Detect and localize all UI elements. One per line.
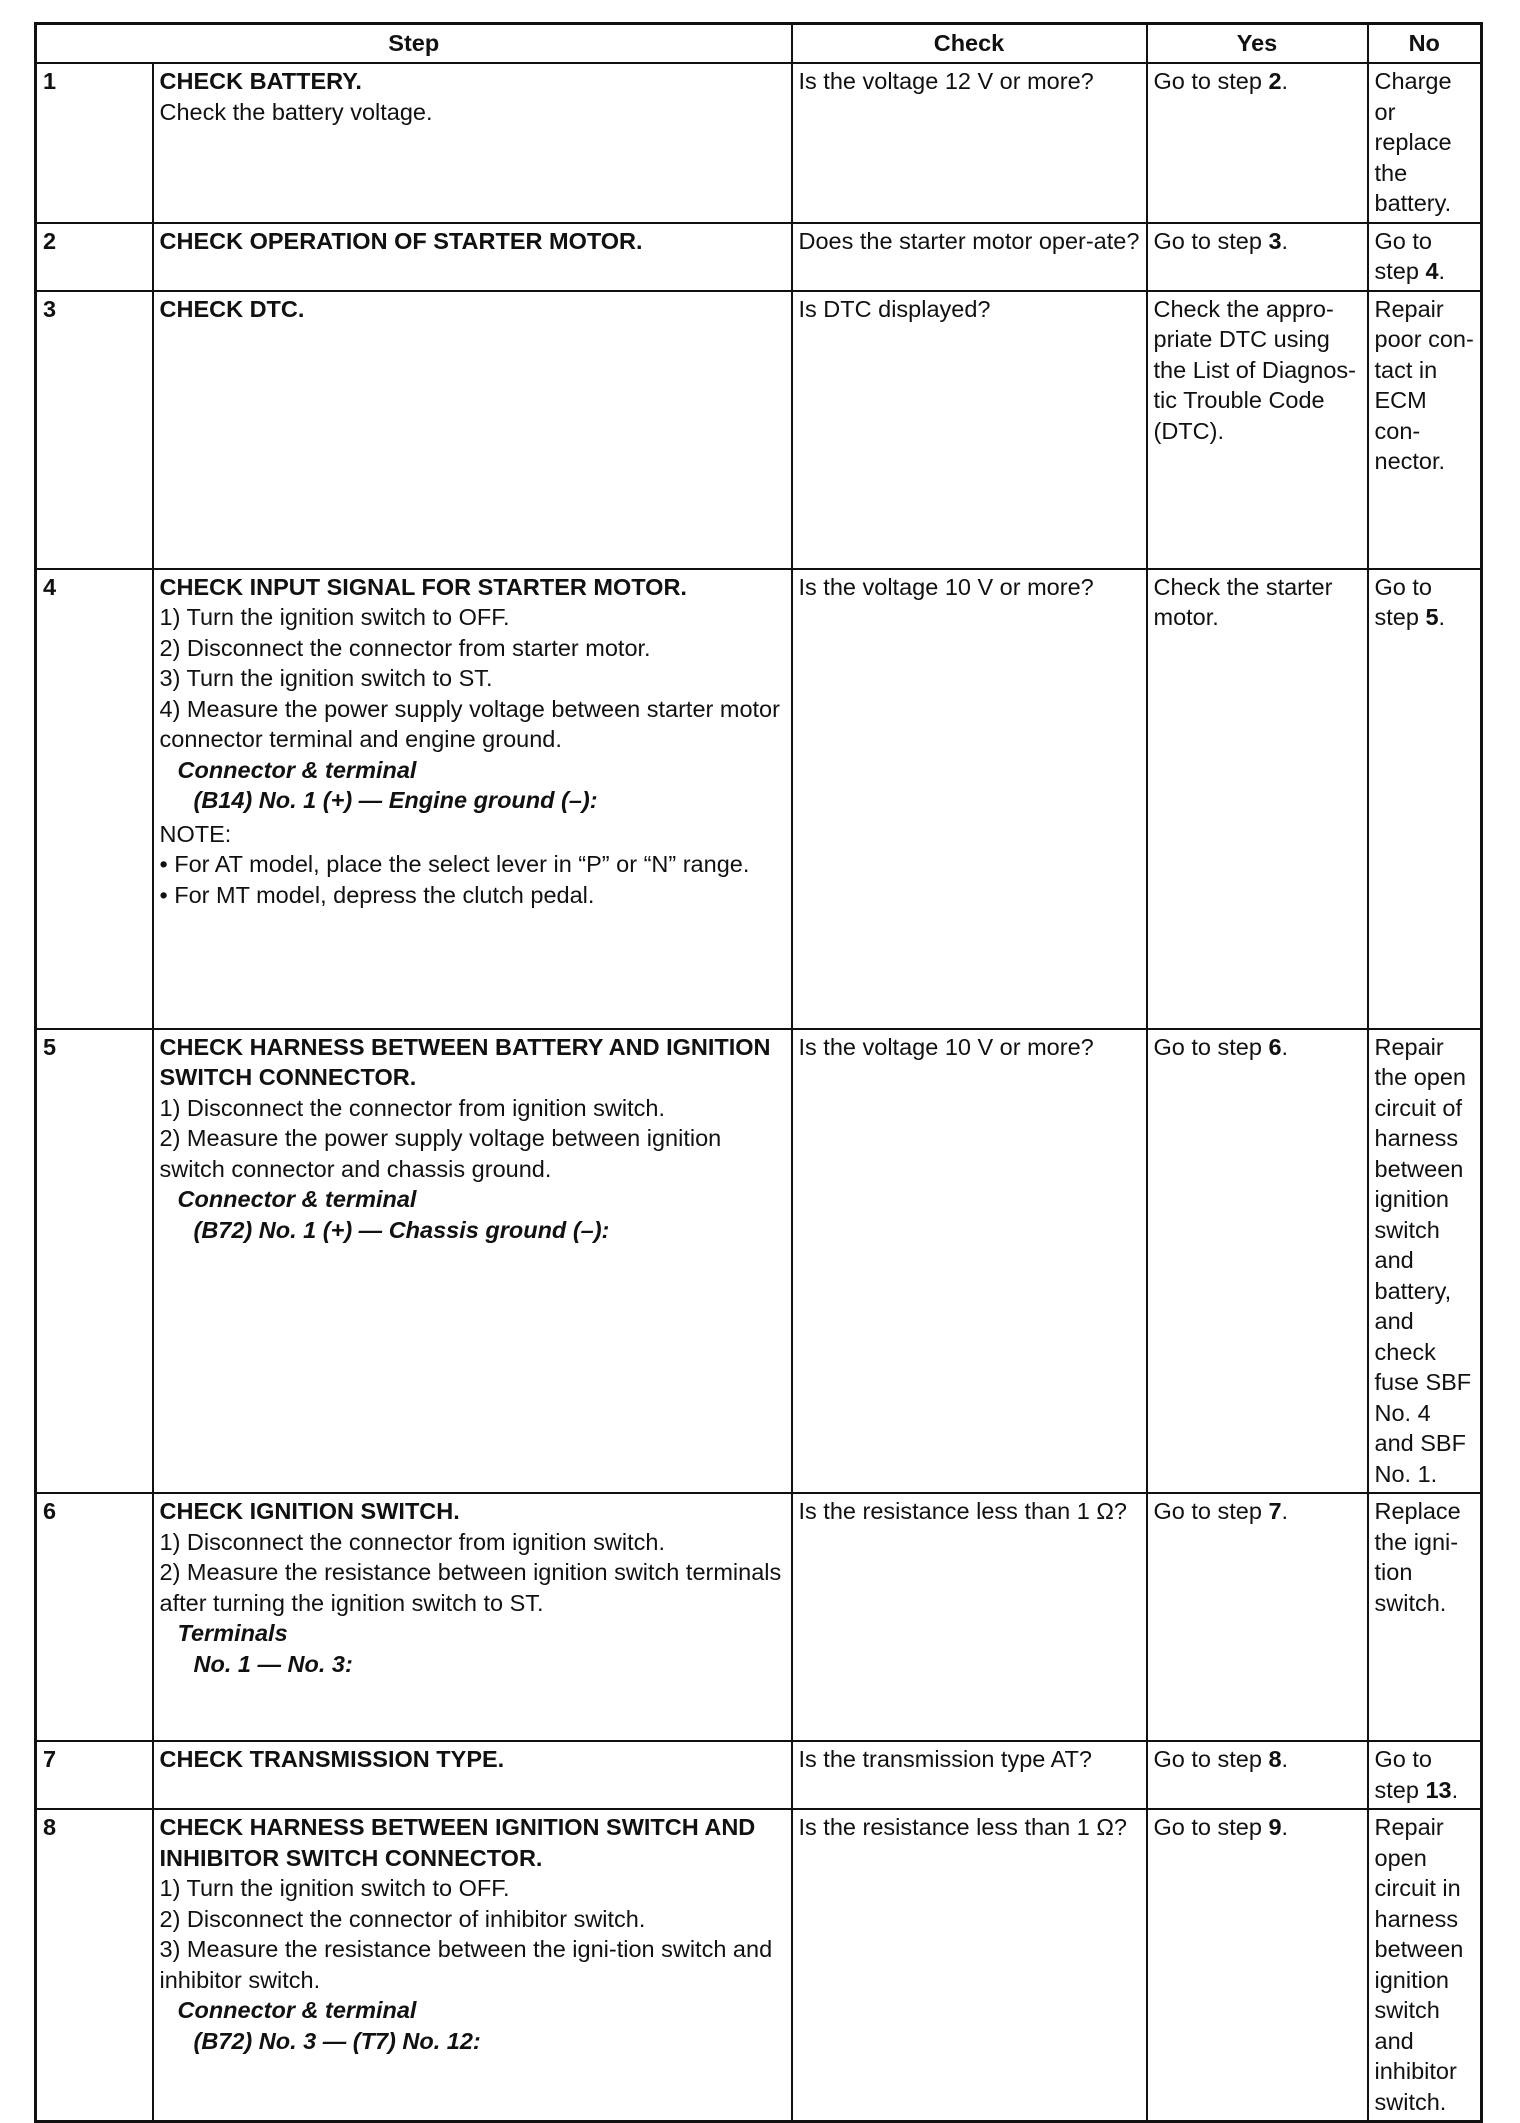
- check-question: Is the voltage 12 V or more?: [792, 63, 1147, 223]
- step-number: 7: [36, 1741, 153, 1809]
- yes-step-ref: 9: [1268, 1814, 1282, 1840]
- check-question: Is DTC displayed?: [792, 291, 1147, 569]
- step-instruction: 1) Disconnect the connector from ignition switch.: [159, 1528, 665, 1555]
- check-question: Does the starter motor oper-ate?: [792, 223, 1147, 291]
- table-row: [36, 63, 1482, 223]
- no-text: Repair open circuit in harness between ignition switch and inhibitor switch.: [1374, 1814, 1464, 2115]
- no-text: Repair poor con-tact in ECM con-nector.: [1374, 295, 1474, 474]
- no-step-ref: 13: [1425, 1776, 1452, 1803]
- step-number: 6: [36, 1493, 153, 1741]
- step-instruction: 2) Measure the power supply voltage between ignition switch connector and chassis ground.: [159, 1125, 722, 1182]
- step-number: 3: [36, 291, 153, 569]
- no-step-ref: 5: [1425, 604, 1439, 630]
- yes-action: [1147, 1809, 1368, 2122]
- connector-value: (B72) No. 3 — (T7) No. 12:: [193, 2027, 481, 2054]
- no-text-end: .: [1438, 604, 1446, 630]
- check-question: Is the resistance less than 1 Ω?: [792, 1493, 1147, 1741]
- yes-text: Check the starter motor.: [1153, 573, 1333, 630]
- yes-text-end: .: [1281, 1814, 1289, 1840]
- header-check: Check: [792, 24, 1147, 64]
- table-row: [36, 1741, 1482, 1809]
- no-action: [1368, 1029, 1482, 1494]
- step-description: [153, 1029, 792, 1494]
- step-title: CHECK HARNESS BETWEEN BATTERY AND IGNITION SWITCH CONNECTOR.: [159, 1033, 771, 1090]
- header-step: Step: [36, 24, 792, 64]
- yes-action: [1147, 569, 1368, 1029]
- step-number: 5: [36, 1029, 153, 1494]
- yes-action: [1147, 1493, 1368, 1741]
- yes-step-ref: 2: [1268, 68, 1282, 94]
- connector-label: Connector & terminal: [177, 1186, 417, 1212]
- no-text: Charge or replace the battery.: [1374, 68, 1452, 216]
- step-number: 2: [36, 223, 153, 291]
- connector-value: No. 1 — No. 3:: [193, 1650, 353, 1677]
- yes-text-end: .: [1281, 1033, 1289, 1060]
- step-instruction: 3) Measure the resistance between the igni-tion switch and inhibitor switch.: [159, 1936, 773, 1993]
- yes-text: Go to step: [1153, 1033, 1269, 1060]
- no-text: Go to step: [1374, 1746, 1432, 1803]
- yes-text: Go to step: [1153, 227, 1269, 254]
- yes-text: Check the appro-priate DTC using the List of Diagnos-tic Trouble Code (DTC).: [1153, 295, 1356, 444]
- no-action: [1368, 291, 1482, 569]
- step-instruction: 1) Turn the ignition switch to OFF.: [159, 1875, 510, 1901]
- step-description: [153, 1493, 792, 1741]
- step-instruction: 2) Measure the resistance between ignition switch terminals after turning the ignition switch to ST.: [159, 1559, 782, 1616]
- yes-text: Go to step: [1153, 1814, 1269, 1840]
- yes-action: [1147, 63, 1368, 223]
- yes-text-end: .: [1281, 227, 1289, 254]
- note-item: • For MT model, depress the clutch pedal.: [159, 881, 595, 908]
- check-question: Is the transmission type AT?: [792, 1741, 1147, 1809]
- table-row: [36, 1493, 1482, 1741]
- yes-text-end: .: [1281, 68, 1289, 94]
- table-row: [36, 1029, 1482, 1494]
- yes-action: [1147, 223, 1368, 291]
- no-step-ref: 4: [1425, 258, 1439, 284]
- step-title: CHECK TRANSMISSION TYPE.: [159, 1746, 505, 1772]
- table-row: [36, 291, 1482, 569]
- step-instruction: 1) Disconnect the connector from ignition switch.: [159, 1094, 665, 1121]
- check-question: Is the resistance less than 1 Ω?: [792, 1809, 1147, 2122]
- no-action: [1368, 1809, 1482, 2122]
- note-item: • For AT model, place the select lever in “P” or “N” range.: [159, 851, 750, 877]
- table-row: [36, 569, 1482, 1029]
- yes-text: Go to step: [1153, 1498, 1269, 1524]
- step-instruction: Check the battery voltage.: [159, 98, 433, 125]
- step-title: CHECK DTC.: [159, 295, 305, 322]
- yes-action: [1147, 1741, 1368, 1809]
- yes-action: [1147, 1029, 1368, 1494]
- yes-text-end: .: [1281, 1498, 1289, 1524]
- yes-text-end: .: [1281, 1746, 1289, 1772]
- step-instruction: 3) Turn the ignition switch to ST.: [159, 665, 493, 691]
- step-instruction: 2) Disconnect the connector from starter motor.: [159, 634, 651, 661]
- step-title: CHECK OPERATION OF STARTER MOTOR.: [159, 227, 643, 254]
- diagnosis-table: [34, 22, 1483, 2123]
- connector-value: (B14) No. 1 (+) — Engine ground (–):: [193, 787, 598, 813]
- step-description: [153, 1809, 792, 2122]
- no-text: Replace the igni-tion switch.: [1374, 1498, 1461, 1616]
- no-text-end: .: [1451, 1776, 1459, 1803]
- no-text: Go to step: [1374, 573, 1432, 630]
- check-question: Is the voltage 10 V or more?: [792, 569, 1147, 1029]
- step-number: 4: [36, 569, 153, 1029]
- table-body: [36, 63, 1482, 2122]
- yes-step-ref: 8: [1268, 1746, 1282, 1772]
- step-title: CHECK INPUT SIGNAL FOR STARTER MOTOR.: [159, 573, 687, 600]
- header-no: No: [1368, 24, 1482, 64]
- yes-step-ref: 6: [1268, 1033, 1282, 1060]
- table-row: [36, 1809, 1482, 2122]
- no-action: [1368, 223, 1482, 291]
- no-action: [1368, 569, 1482, 1029]
- no-text: Repair the open circuit of harness between ignition switch and battery, and check fuse SBF No. 4 and SBF No. 1.: [1374, 1033, 1472, 1487]
- step-instruction: 1) Turn the ignition switch to OFF.: [159, 604, 510, 630]
- connector-label: Terminals: [177, 1620, 288, 1646]
- connector-value: (B72) No. 1 (+) — Chassis ground (–):: [193, 1216, 610, 1243]
- yes-action: [1147, 291, 1368, 569]
- step-title: CHECK HARNESS BETWEEN IGNITION SWITCH AND INHIBITOR SWITCH CONNECTOR.: [159, 1814, 756, 1871]
- no-action: [1368, 1741, 1482, 1809]
- header-yes: Yes: [1147, 24, 1368, 64]
- yes-text: Go to step: [1153, 68, 1269, 94]
- connector-label: Connector & terminal: [177, 756, 417, 783]
- step-number: 8: [36, 1809, 153, 2122]
- no-action: [1368, 1493, 1482, 1741]
- step-description: [153, 291, 792, 569]
- yes-step-ref: 7: [1268, 1498, 1282, 1524]
- step-title: CHECK IGNITION SWITCH.: [159, 1498, 460, 1524]
- step-number: 1: [36, 63, 153, 223]
- note-label: NOTE:: [159, 820, 232, 847]
- step-description: [153, 569, 792, 1029]
- connector-label: Connector & terminal: [177, 1997, 417, 2023]
- step-description: [153, 63, 792, 223]
- step-instruction: 2) Disconnect the connector of inhibitor switch.: [159, 1905, 646, 1932]
- step-description: [153, 223, 792, 291]
- no-action: [1368, 63, 1482, 223]
- check-question: Is the voltage 10 V or more?: [792, 1029, 1147, 1494]
- yes-text: Go to step: [1153, 1746, 1269, 1772]
- step-title: CHECK BATTERY.: [159, 68, 362, 94]
- table-row: [36, 223, 1482, 291]
- no-text: Go to step: [1374, 227, 1432, 284]
- no-text-end: .: [1438, 258, 1446, 284]
- yes-step-ref: 3: [1268, 227, 1282, 254]
- step-instruction: 4) Measure the power supply voltage between starter motor connector terminal and engine ground.: [159, 695, 780, 752]
- step-description: [153, 1741, 792, 1809]
- table-header-row: [36, 24, 1482, 64]
